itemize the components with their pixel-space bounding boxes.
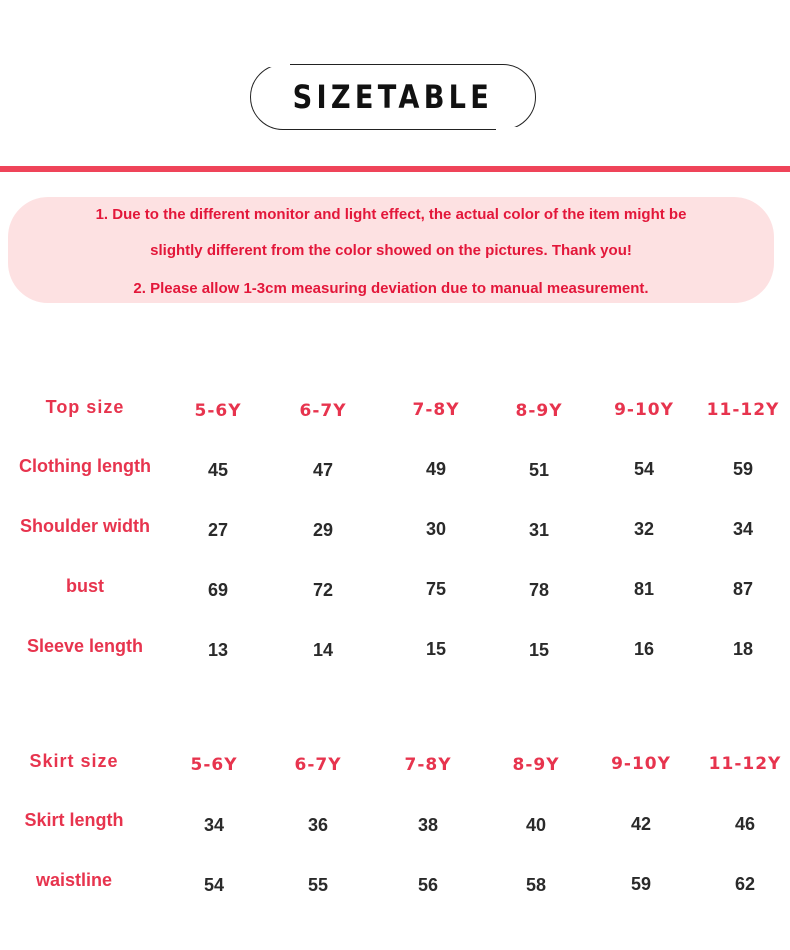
title-pill-gap bbox=[250, 61, 290, 67]
table-cell: 34 bbox=[732, 519, 754, 539]
table-cell: 30 bbox=[425, 519, 447, 539]
row-label: Skirt length bbox=[24, 810, 124, 830]
row-label: Shoulder width bbox=[20, 516, 150, 536]
table-cell: 59 bbox=[630, 874, 652, 894]
top-size-header: Top size bbox=[45, 397, 125, 417]
table-cell: 56 bbox=[417, 875, 439, 895]
table-cell: 51 bbox=[528, 460, 550, 480]
table-cell: 32 bbox=[633, 519, 655, 539]
table-cell: 69 bbox=[207, 580, 229, 600]
table-cell: 13 bbox=[207, 640, 229, 660]
skirt-size-header: Skirt size bbox=[29, 751, 119, 771]
table-cell: 36 bbox=[307, 815, 329, 835]
notice-box bbox=[8, 197, 774, 303]
top-size-col-4: 8-9Y bbox=[515, 401, 563, 421]
table-cell: 15 bbox=[528, 640, 550, 660]
table-cell: 14 bbox=[312, 640, 334, 660]
skirt-size-col-2: 6-7Y bbox=[294, 755, 342, 775]
table-cell: 72 bbox=[312, 580, 334, 600]
table-cell: 58 bbox=[525, 875, 547, 895]
row-label: Clothing length bbox=[19, 456, 151, 476]
table-cell: 78 bbox=[528, 580, 550, 600]
skirt-size-col-1: 5-6Y bbox=[190, 755, 238, 775]
table-cell: 29 bbox=[312, 520, 334, 540]
table-cell: 38 bbox=[417, 815, 439, 835]
table-cell: 62 bbox=[734, 874, 756, 894]
page-title: SIZETABLE bbox=[292, 78, 494, 116]
top-size-col-3: 7-8Y bbox=[412, 400, 460, 420]
skirt-size-col-6: 11-12Y bbox=[708, 754, 782, 774]
table-cell: 47 bbox=[312, 460, 334, 480]
table-cell: 54 bbox=[633, 459, 655, 479]
table-cell: 81 bbox=[633, 579, 655, 599]
top-size-col-5: 9-10Y bbox=[614, 400, 674, 420]
table-cell: 55 bbox=[307, 875, 329, 895]
row-label: bust bbox=[66, 576, 104, 596]
row-label: waistline bbox=[35, 870, 113, 890]
table-cell: 27 bbox=[207, 520, 229, 540]
skirt-size-col-5: 9-10Y bbox=[611, 754, 671, 774]
table-cell: 31 bbox=[528, 520, 550, 540]
table-cell: 40 bbox=[525, 815, 547, 835]
table-cell: 15 bbox=[425, 639, 447, 659]
row-label: Sleeve length bbox=[26, 636, 144, 656]
table-cell: 54 bbox=[203, 875, 225, 895]
table-cell: 87 bbox=[732, 579, 754, 599]
table-cell: 42 bbox=[630, 814, 652, 834]
top-size-col-6: 11-12Y bbox=[706, 400, 780, 420]
table-cell: 59 bbox=[732, 459, 754, 479]
title-pill bbox=[250, 64, 536, 130]
top-size-col-1: 5-6Y bbox=[194, 401, 242, 421]
table-cell: 18 bbox=[732, 639, 754, 659]
skirt-size-col-3: 7-8Y bbox=[404, 755, 452, 775]
table-cell: 45 bbox=[207, 460, 229, 480]
skirt-size-col-4: 8-9Y bbox=[512, 755, 560, 775]
top-size-col-2: 6-7Y bbox=[299, 401, 347, 421]
title-pill-gap bbox=[496, 127, 536, 133]
notice-line-1: 1. Due to the different monitor and light effect, the actual color of the item might be bbox=[95, 206, 687, 223]
table-cell: 34 bbox=[203, 815, 225, 835]
table-cell: 16 bbox=[633, 639, 655, 659]
notice-line-2: slightly different from the color showed on the pictures. Thank you! bbox=[150, 242, 632, 259]
table-cell: 75 bbox=[425, 579, 447, 599]
divider-line bbox=[0, 166, 790, 172]
notice-line-3: 2. Please allow 1-3cm measuring deviation due to manual measurement. bbox=[133, 280, 649, 297]
table-cell: 49 bbox=[425, 459, 447, 479]
table-cell: 46 bbox=[734, 814, 756, 834]
